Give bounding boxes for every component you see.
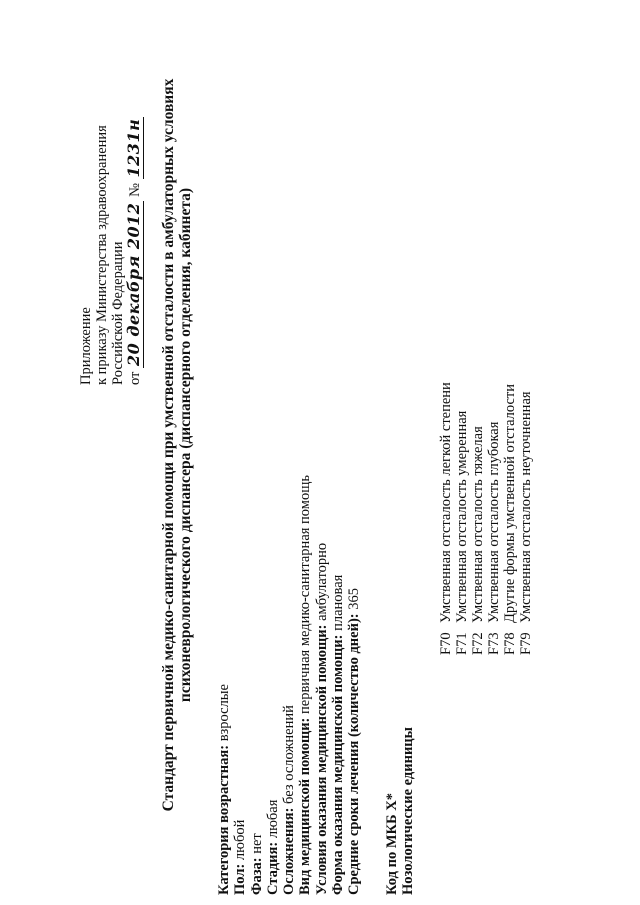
param-value: взрослые — [216, 684, 232, 742]
param-row — [232, 195, 248, 895]
param-label: Вид медицинской помощи: — [297, 717, 314, 895]
code-name: Умственная отсталость тяжелая — [470, 426, 486, 623]
code-name: Умственная отсталость умеренная — [454, 410, 470, 623]
param-value: любой — [232, 819, 249, 861]
param-row — [297, 195, 313, 895]
mkb-section-header — [384, 595, 416, 895]
code-row — [438, 55, 454, 655]
param-label: Фаза: — [248, 857, 265, 895]
param-row — [216, 195, 232, 895]
code-name: Другие формы умственной отсталости — [502, 383, 518, 623]
handwritten-date: 20 декабря 2012 — [124, 202, 143, 366]
code-row — [454, 55, 470, 655]
param-value: первичная медико-санитарная помощь — [297, 475, 314, 714]
param-label: Категория возрастная: — [216, 744, 232, 895]
code-id: F73 — [486, 632, 502, 655]
param-label: Форма оказания медицинской помощи: — [330, 634, 347, 895]
code-row — [502, 55, 518, 655]
param-row — [330, 195, 346, 895]
code-name: Умственная отсталость легкой степени — [438, 382, 454, 623]
param-value: амбулаторно — [313, 542, 330, 621]
param-row — [281, 195, 297, 895]
code-id: F79 — [518, 632, 534, 655]
handwritten-number: 1231н — [124, 118, 143, 178]
param-row — [249, 195, 265, 895]
codes-list — [438, 55, 534, 655]
appendix-number-prefix: № — [127, 183, 143, 197]
nosology-title: Нозологические единицы — [400, 727, 416, 895]
param-row — [265, 195, 281, 895]
param-label: Пол: — [232, 863, 249, 895]
document-title: Стандарт первичной медико-санитарной помощи при умственной отсталости в амбулаторных условиях психоневрологического диспансера (диспансерного отделения, кабинета) — [160, 78, 194, 812]
code-row — [486, 55, 502, 655]
param-value: плановая — [330, 574, 347, 631]
mkb-title: Код по МКБ X* — [384, 793, 400, 895]
appendix-line-1: Приложение — [78, 307, 94, 385]
code-id: F71 — [454, 632, 470, 655]
param-label: Стадия: — [264, 841, 281, 895]
code-id: F70 — [438, 632, 454, 655]
code-name: Умственная отсталость глубокая — [486, 421, 502, 623]
appendix-date-line — [126, 5, 143, 385]
appendix-line-2: к приказу Министерства здравоохранения — [94, 125, 110, 385]
param-label: Осложнения: — [281, 807, 298, 895]
code-id: F78 — [502, 632, 518, 655]
appendix-from-prefix: от — [127, 371, 143, 385]
param-row — [314, 195, 330, 895]
appendix-line-3: Российской Федерации — [110, 241, 126, 385]
param-value: без осложнений — [281, 705, 298, 804]
param-row — [346, 195, 362, 895]
param-value: нет — [248, 833, 265, 854]
param-value: любая — [264, 799, 281, 839]
param-value: 365 — [346, 588, 363, 610]
param-label: Средние сроки лечения (количество дней): — [346, 613, 363, 895]
parameters-list — [216, 195, 363, 895]
code-id: F72 — [470, 632, 486, 655]
code-name: Умственная отсталость неуточненная — [518, 391, 534, 623]
appendix-block — [78, 5, 143, 385]
code-row — [470, 55, 486, 655]
param-label: Условия оказания медицинской помощи: — [313, 624, 330, 895]
code-row — [518, 55, 534, 655]
